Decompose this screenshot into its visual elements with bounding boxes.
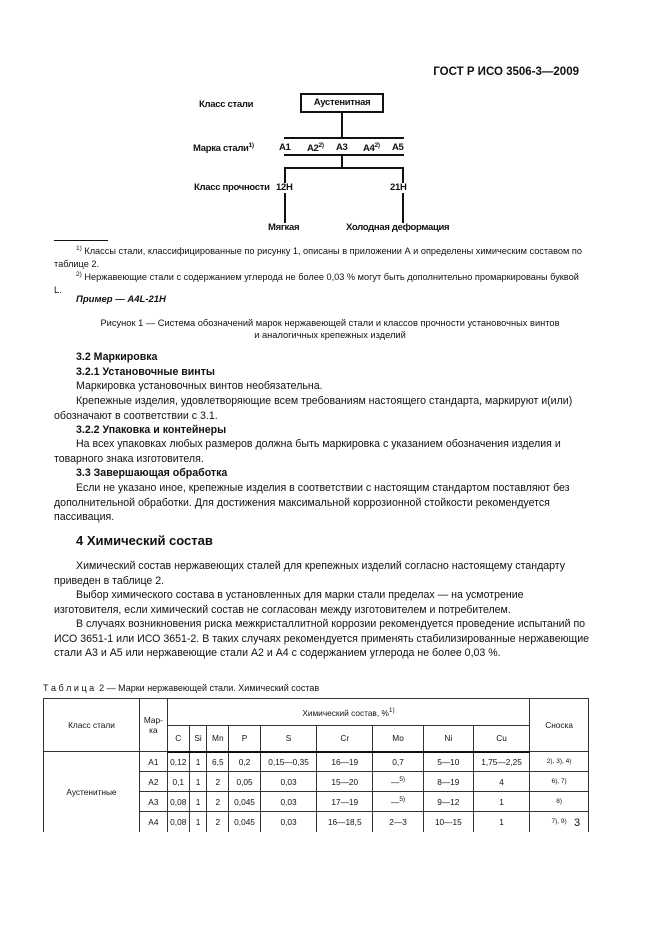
value-text: 0,08 <box>170 796 187 807</box>
state-cold: Холодная деформация <box>346 222 450 233</box>
value-text: 4 <box>499 776 504 787</box>
grade-cell: A2 <box>139 772 167 792</box>
value-cell <box>373 752 423 772</box>
value-text: 0,12 <box>170 756 187 767</box>
header-text: Химический состав, % <box>302 707 389 718</box>
paragraph: Маркировка установочных винтов необязательна. <box>76 380 323 392</box>
value-cell <box>317 752 373 772</box>
value-text: — <box>391 777 400 787</box>
value-cell <box>167 792 189 812</box>
value-text: 1 <box>195 796 201 807</box>
caption-text: 2 — Марки нержавеющей стали. Химический состав <box>99 683 320 693</box>
value-cell <box>260 772 316 792</box>
value-cell <box>423 812 473 832</box>
col-header-mn: Mn <box>207 726 229 752</box>
value-cell <box>423 772 473 792</box>
value-text: 0,7 <box>392 756 404 767</box>
grade-a3: A3 <box>336 142 348 153</box>
value-text: 10—15 <box>434 816 462 827</box>
value-text: 0,15—0,35 <box>268 756 309 767</box>
footnote-2 <box>54 268 586 297</box>
grade-a5: A5 <box>392 142 404 153</box>
value-text: 1 <box>499 816 504 827</box>
value-cell <box>207 752 229 772</box>
footnote-ref: 1) <box>388 706 395 714</box>
value-text: 2 <box>215 816 221 827</box>
value-cell <box>260 812 316 832</box>
document-header: ГОСТ Р ИСО 3506-3—2009 <box>433 66 579 78</box>
footnote-1 <box>54 242 586 271</box>
col-header-p: P <box>229 726 261 752</box>
footnote-mark: 1) <box>76 245 82 252</box>
footnote-ref: 1) <box>248 142 254 149</box>
value-cell <box>229 792 261 812</box>
page-number: 3 <box>574 817 581 829</box>
value-cell <box>207 772 229 792</box>
value-cell <box>473 792 529 812</box>
state-soft: Мягкая <box>268 222 300 233</box>
note-cell: 2), 3), 4) <box>530 752 589 772</box>
value-cell <box>207 792 229 812</box>
value-cell <box>229 752 261 772</box>
value-text: 2 <box>215 776 221 787</box>
col-header-cr: Cr <box>317 726 373 752</box>
note-cell: 6), 7) <box>530 772 589 792</box>
value-cell <box>317 772 373 792</box>
grade-a1: A1 <box>279 142 291 153</box>
steel-class-box: Аустенитная <box>300 93 384 113</box>
value-cell <box>473 812 529 832</box>
value-text: 0,045 <box>234 816 255 827</box>
paragraph: Если не указано иное, крепежные изделия в соответствии с настоящим стандартом поставляют без дополнительной обработки. Для достижения максимальной коррозионной стойкости рекомендуется пассивация. <box>54 482 570 524</box>
footnote-mark: 2) <box>76 271 82 278</box>
value-text: 6,5 <box>212 756 224 767</box>
value-text: 1 <box>195 776 201 787</box>
value-cell <box>373 812 423 832</box>
value-cell <box>317 792 373 812</box>
value-text: 1,75—2,25 <box>481 756 522 767</box>
value-text: 1 <box>195 816 201 827</box>
footnote-ref: 2) <box>374 142 380 149</box>
grade-a2 <box>307 142 324 154</box>
value-text: 0,08 <box>170 816 187 827</box>
value-text: 17—19 <box>331 796 359 807</box>
note-cell: 8) <box>530 792 589 812</box>
strength-label: Класс прочности <box>194 182 270 193</box>
grade-text: A2 <box>307 143 319 154</box>
col-header-mo: Mo <box>373 726 423 752</box>
col-header-s: S <box>260 726 316 752</box>
steel-class-label: Класс стали <box>199 99 254 110</box>
value-text: 0,03 <box>280 796 297 807</box>
strength-21h: 21H <box>390 182 407 193</box>
footnote-ref: 2) <box>318 142 324 149</box>
value-text: 0,045 <box>234 796 255 807</box>
note-cell: 7), 9) <box>530 812 589 832</box>
value-cell <box>317 812 373 832</box>
value-text: 2 <box>215 796 221 807</box>
value-text: 0,1 <box>172 776 185 787</box>
value-cell <box>473 752 529 772</box>
heading-3-2-1: 3.2.1 Установочные винты <box>76 366 215 378</box>
heading-3-2-2: 3.2.2 Упаковка и контейнеры <box>76 424 227 436</box>
value-text: 2—3 <box>389 816 407 827</box>
value-cell <box>189 792 207 812</box>
value-cell <box>473 772 529 792</box>
example: Пример — A4L-21H <box>76 294 166 305</box>
value-cell <box>260 752 316 772</box>
grade-cell: A1 <box>139 752 167 772</box>
col-header-ni: Ni <box>423 726 473 752</box>
value-cell <box>167 752 189 772</box>
value-cell <box>189 812 207 832</box>
figure-caption: Рисунок 1 — Система обозначений марок нержавеющей стали и классов прочности установочных винтов и аналогичных крепежных изделий <box>100 318 560 340</box>
footnote-text: Нержавеющие стали с содержанием углерода не более 0,03 % могут быть дополнительно промаркированы буквой L. <box>54 272 579 295</box>
value-cell <box>167 812 189 832</box>
footnote-ref: 5) <box>399 776 406 783</box>
col-header-c: C <box>167 726 189 752</box>
value-cell <box>260 792 316 812</box>
heading-4: 4 Химический состав <box>76 533 213 548</box>
heading-3-3: 3.3 Завершающая обработка <box>76 467 228 479</box>
col-header-si: Si <box>189 726 207 752</box>
paragraph: Химический состав нержавеющих сталей для крепежных изделий согласно настоящему стандарту приведен в таблице 2. <box>54 560 566 587</box>
paragraph: В случаях возникновения риска межкристаллитной коррозии рекомендуется проведение испытаний по ИСО 3651-1 или ИСО 3651-2. В таких случаях рекомендуется применять стабилизированные нержавеющие стали A3 и A5 или нержавеющие стали A2 и A4 с содержанием углерода не более 0,03 %. <box>54 618 590 660</box>
paragraph: Крепежные изделия, удовлетворяющие всем требованиям настоящего стандарта, маркируют и(или) обозначают в соответствии с 3.1. <box>54 395 573 422</box>
chemical-composition-table <box>43 698 589 832</box>
col-header-class: Класс стали <box>44 699 140 752</box>
table-row <box>44 752 589 772</box>
col-header-chem <box>167 699 529 726</box>
value-text: 16—18,5 <box>327 816 362 827</box>
value-text: 15—20 <box>331 776 359 787</box>
heading-3-2: 3.2 Маркировка <box>76 351 158 363</box>
grade-a4 <box>363 142 380 154</box>
value-cell <box>373 772 423 792</box>
grade-text: A4 <box>363 143 375 154</box>
table-caption <box>43 683 319 693</box>
caption-prefix: Т а б л и ц а <box>43 683 95 693</box>
grade-label: Марка стали <box>193 143 249 154</box>
value-text: 1 <box>195 756 201 767</box>
steel-class-cell: Аустенитные <box>44 752 140 832</box>
value-cell <box>189 752 207 772</box>
col-header-grade: Мар-ка <box>139 699 167 752</box>
value-text: 8—19 <box>437 776 460 787</box>
value-cell <box>373 792 423 812</box>
strength-12h: 12H <box>276 182 293 193</box>
footnote-text: Классы стали, классифицированные по рисунку 1, описаны в приложении А и определены химическим составом по таблице 2. <box>54 246 582 269</box>
value-text: 9—12 <box>437 796 460 807</box>
value-text: 5—10 <box>437 756 460 767</box>
col-header-cu: Cu <box>473 726 529 752</box>
paragraph: На всех упаковках любых размеров должна быть маркировка с указанием обозначения изделия и товарного знака изготовителя. <box>54 438 561 465</box>
grade-cell: A4 <box>139 812 167 832</box>
value-text: — <box>391 797 400 807</box>
value-cell <box>189 772 207 792</box>
footnote-ref: 5) <box>399 796 406 803</box>
value-text: 1 <box>499 796 504 807</box>
value-cell <box>167 772 189 792</box>
value-cell <box>229 772 261 792</box>
value-text: 16—19 <box>331 756 359 767</box>
value-text: 0,03 <box>280 776 297 787</box>
value-text: 0,05 <box>236 776 253 787</box>
value-cell <box>423 792 473 812</box>
value-cell <box>423 752 473 772</box>
grade-cell: A3 <box>139 792 167 812</box>
value-text: 0,03 <box>280 816 297 827</box>
value-cell <box>207 812 229 832</box>
col-header-note: Сноска <box>530 699 589 752</box>
value-cell <box>229 812 261 832</box>
paragraph: Выбор химического состава в установленных для марки стали пределах — на усмотрение изготовителя, если химический состав не согласован между изготовителем и потребителем. <box>54 589 524 616</box>
value-text: 0,2 <box>238 756 251 767</box>
